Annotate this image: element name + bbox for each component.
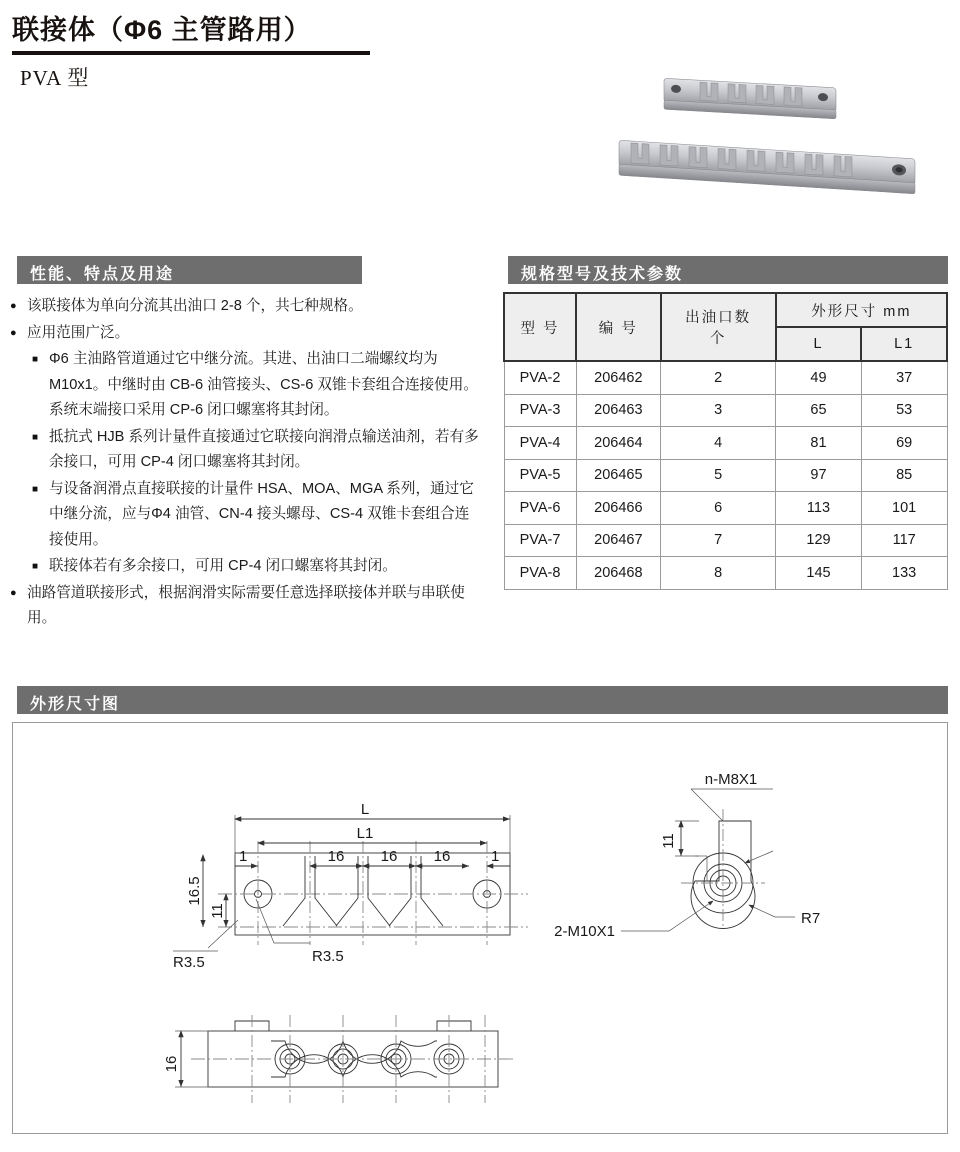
cell-model: PVA-3 (504, 394, 576, 427)
cell-model: PVA-6 (504, 492, 576, 525)
page-subtitle: PVA 型 (20, 65, 90, 90)
feature-text: 应用范围广泛。 (27, 324, 130, 341)
cell-ports: 3 (661, 394, 776, 427)
cell-code: 206466 (576, 492, 660, 525)
feature-subitem (32, 554, 480, 580)
feature-item (10, 294, 480, 320)
table-row (504, 394, 947, 427)
dim-label-height-center: 11 (209, 903, 226, 919)
col-header-ports-line1: 出油口数 (685, 310, 752, 326)
cell-L: 129 (776, 524, 862, 557)
cell-ports: 5 (661, 459, 776, 492)
cell-code: 206463 (576, 394, 660, 427)
cell-L1: 53 (861, 394, 947, 427)
bullet-square-icon: ■ (32, 431, 39, 443)
col-header-ports (661, 293, 776, 361)
cell-model: PVA-5 (504, 459, 576, 492)
dim-label-L1: L1 (356, 825, 374, 842)
cell-model: PVA-4 (504, 427, 576, 460)
table-row (504, 459, 947, 492)
spec-section-bar: 规格型号及技术参数 (503, 256, 948, 284)
cell-L: 97 (776, 459, 862, 492)
table-row (504, 524, 947, 557)
cell-model: PVA-7 (504, 524, 576, 557)
features-section-bar: 性能、特点及用途 (12, 256, 362, 284)
bullet-circle-icon: ● (10, 300, 17, 312)
cell-model: PVA-8 (504, 557, 576, 590)
cell-L1: 117 (861, 524, 947, 557)
col-header-ports-line2: 个 (709, 331, 727, 347)
cell-ports: 2 (661, 361, 776, 394)
cell-ports: 7 (661, 524, 776, 557)
side-view (621, 789, 795, 931)
bullet-square-icon: ■ (32, 561, 39, 572)
feature-text: 油路管道联接形式，根据润滑实际需要任意选择联接体并联与串联使用。 (27, 584, 465, 626)
feature-subitem (32, 347, 480, 424)
cell-L1: 37 (861, 361, 947, 394)
dimension-drawing (13, 723, 947, 1133)
cell-L: 49 (776, 361, 862, 394)
dim-label-pitch-3: 16 (433, 848, 451, 865)
cell-code: 206462 (576, 361, 660, 394)
cell-L: 145 (776, 557, 862, 590)
cell-L1: 133 (861, 557, 947, 590)
dim-label-radius-mid: R3.5 (312, 948, 344, 965)
cell-code: 206465 (576, 459, 660, 492)
product-photos (615, 72, 955, 207)
dim-label-thread-main: 2-M10X1 (554, 923, 615, 940)
top-view (175, 1015, 513, 1103)
cell-L: 65 (776, 394, 862, 427)
feature-subitem (32, 425, 480, 476)
page-title: 联接体（Φ6 主管路用） (12, 15, 312, 45)
dim-label-top-width: 16 (163, 1055, 180, 1073)
dim-label-radius-left: R3.5 (173, 954, 205, 971)
features-list (10, 294, 480, 633)
bullet-square-icon: ■ (32, 354, 39, 365)
dim-label-side-height: 11 (660, 833, 677, 849)
dim-label-edge-left: 1 (239, 848, 248, 865)
dim-label-pitch-2: 16 (380, 848, 398, 865)
feature-item (10, 321, 480, 347)
cell-L: 81 (776, 427, 862, 460)
feature-item (10, 581, 480, 632)
feature-subitem (32, 477, 480, 554)
page-title-block (12, 16, 392, 92)
product-photo-long (615, 134, 945, 206)
feature-text: 联接体若有多余接口，可用 CP-4 闭口螺塞将其封闭。 (49, 558, 397, 574)
cell-ports: 4 (661, 427, 776, 460)
cell-code: 206468 (576, 557, 660, 590)
bullet-circle-icon: ● (10, 326, 17, 339)
cell-model: PVA-2 (504, 361, 576, 394)
feature-text: 与设备润滑点直接联接的计量件 HSA、MOA、MGA 系列，通过它中继分流，应与Φ4 油管、CN-4 接头螺母、CS-4 双锥卡套组合连接使用。 (49, 480, 474, 548)
bullet-square-icon: ■ (32, 483, 39, 495)
spec-table (503, 292, 948, 590)
cell-L1: 101 (861, 492, 947, 525)
dim-label-thread-top: n-M8X1 (704, 771, 758, 788)
table-row (504, 492, 947, 525)
product-photo-short (660, 72, 860, 132)
spec-table-body (504, 361, 947, 589)
cell-L1: 69 (861, 427, 947, 460)
feature-text: 抵抗式 HJB 系列计量件直接通过它联接向润滑点输送油剂，若有多余接口，可用 CP-4 闭口螺塞将其封闭。 (49, 428, 479, 470)
dim-label-L: L (360, 801, 370, 818)
dim-label-pitch-1: 16 (327, 848, 345, 865)
table-row (504, 427, 947, 460)
dim-label-edge-right: 1 (491, 848, 500, 865)
front-view (173, 815, 528, 951)
cell-L: 113 (776, 492, 862, 525)
cell-code: 206464 (576, 427, 660, 460)
spec-table-head (504, 293, 947, 361)
bullet-circle-icon: ● (10, 586, 17, 599)
dim-label-radius-r7: R7 (801, 910, 821, 927)
cell-ports: 6 (661, 492, 776, 525)
col-header-dims-group: 外形尺寸 mm (776, 293, 947, 327)
table-row (504, 361, 947, 394)
title-underline (12, 51, 370, 55)
table-row (504, 557, 947, 590)
col-header-L1: L1 (861, 327, 947, 361)
dim-label-height-total: 16.5 (186, 876, 203, 906)
col-header-model: 型 号 (504, 293, 576, 361)
cell-code: 206467 (576, 524, 660, 557)
cell-L1: 85 (861, 459, 947, 492)
cell-ports: 8 (661, 557, 776, 590)
dimension-drawing-box (12, 722, 948, 1134)
col-header-code: 编 号 (576, 293, 660, 361)
col-header-L: L (776, 327, 862, 361)
feature-text: Φ6 主油路管道通过它中继分流。其进、出油口二端螺纹均为 M10x1。中继时由 CB-6 油管接头、CS-6 双锥卡套组合连接使用。系统末端接口采用 CP-6 闭口螺塞将其封闭。 (49, 351, 478, 418)
dimension-section-bar: 外形尺寸图 (12, 686, 948, 714)
feature-text: 该联接体为单向分流其出油口 2-8 个，共七种规格。 (27, 298, 363, 314)
table-header-row (504, 293, 947, 327)
